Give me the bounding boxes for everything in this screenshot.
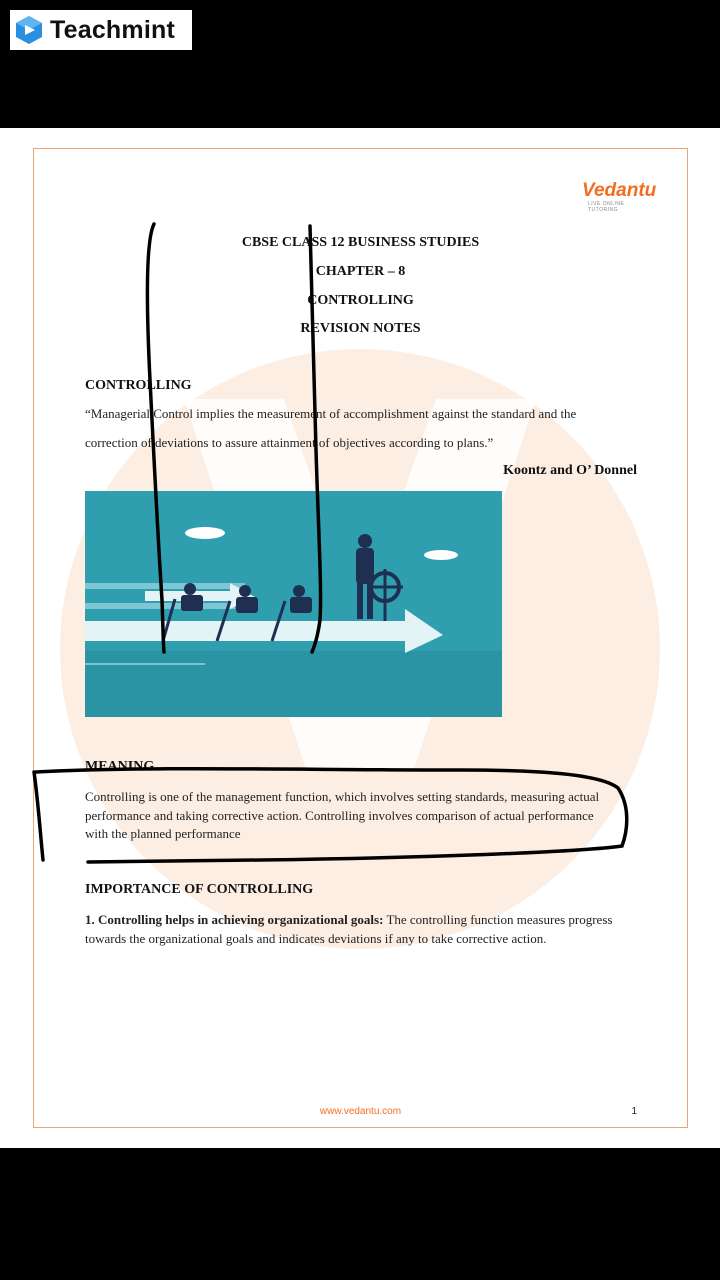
teachmint-logo-icon	[14, 15, 44, 45]
section-heading-importance: IMPORTANCE OF CONTROLLING	[85, 882, 314, 897]
top-bar	[0, 0, 720, 128]
doc-title-line-2: CHAPTER – 8	[315, 264, 406, 279]
quote-text: “Managerial Control implies the measurement of accomplishment against the standard and the correction of deviations to assure attainment of objectives according to plans.”	[85, 406, 577, 450]
importance-point-1	[85, 911, 615, 948]
teachmint-logo	[10, 10, 192, 50]
section-heading-controlling: CONTROLLING	[85, 378, 192, 393]
quote-author: Koontz and O’ Donnel	[503, 463, 637, 478]
vedantu-logo: Vedantu LIVE ONLINE TUTORING	[582, 180, 657, 213]
footer-url[interactable]: www.vedantu.com	[319, 1106, 402, 1117]
importance-point-1-lead: 1. Controlling helps in achieving organizational goals:	[85, 912, 384, 927]
page-number: 1	[631, 1106, 637, 1117]
rowing-team-illustration	[85, 491, 502, 717]
doc-title-line-3: CONTROLLING	[307, 293, 414, 308]
meaning-text: Controlling is one of the management function, which involves setting standards, measuring actual performance and taking corrective action. Controlling involves comparison of actual performance with the planned performance	[85, 789, 600, 841]
importance-point-1-text: The controlling function measures progress towards the organizational goals and indicates deviations if any to take corrective action.	[85, 912, 613, 946]
doc-title-line-4: REVISION NOTES	[300, 321, 421, 336]
section-heading-meaning: MEANING	[85, 759, 155, 774]
brand-name: Teachmint	[50, 15, 175, 44]
document-viewer[interactable]	[0, 128, 720, 1148]
bottom-bar	[0, 1148, 720, 1280]
pdf-page	[33, 148, 688, 1128]
doc-title-line-1: CBSE CLASS 12 BUSINESS STUDIES	[241, 235, 480, 250]
